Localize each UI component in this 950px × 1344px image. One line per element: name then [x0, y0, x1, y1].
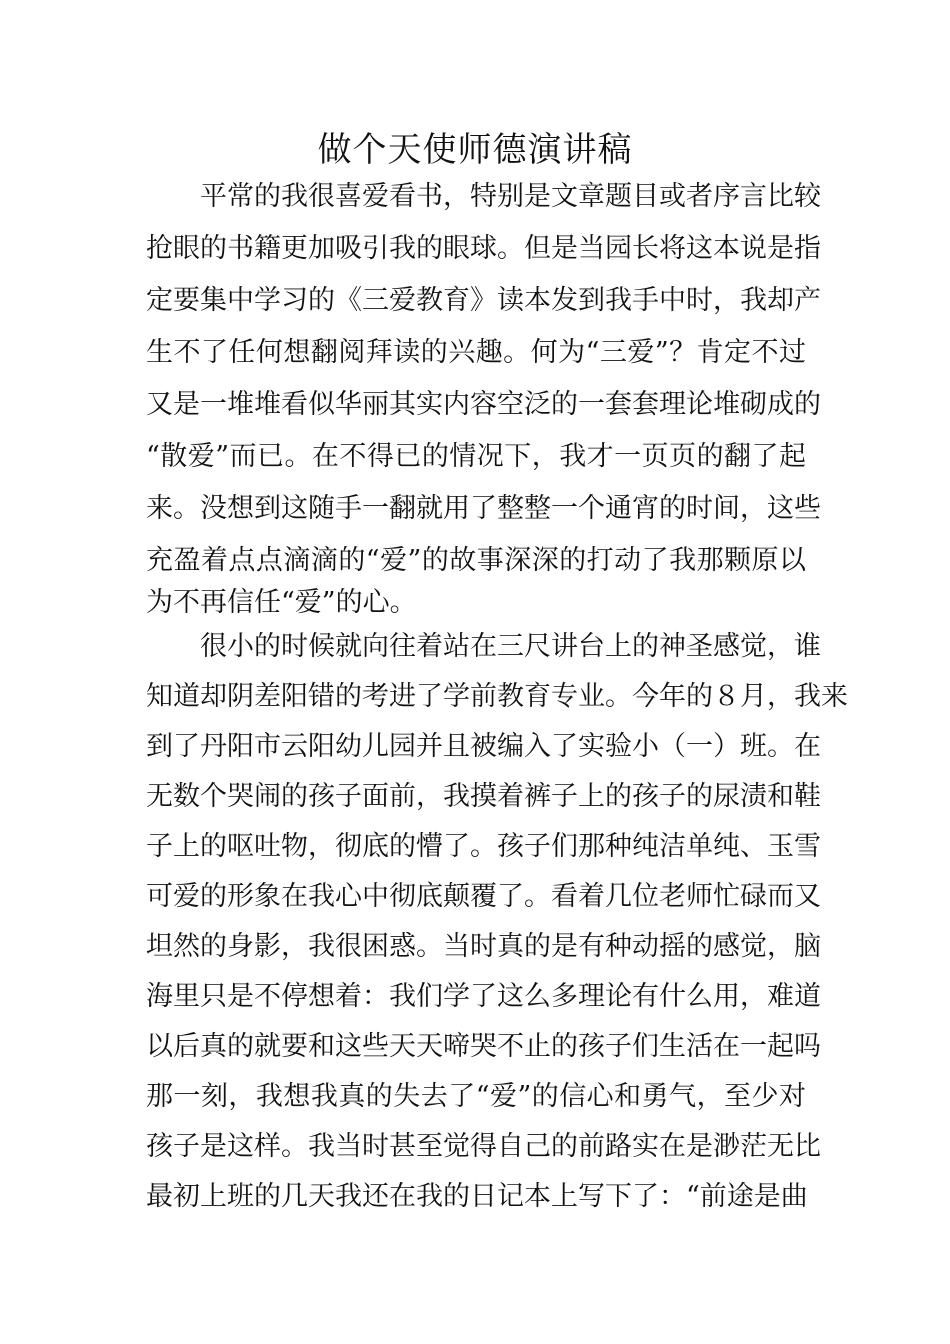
paragraph-line: 到了丹阳市云阳幼儿园并且被编入了实验小（一）班。在	[146, 731, 821, 762]
paragraph-line: 为不再信任“爱”的心。	[146, 587, 417, 618]
paragraph-line: 平常的我很喜爱看书，特别是文章题目或者序言比较	[200, 181, 821, 212]
paragraph-line: 无数个哭闹的孩子面前，我摸着裤子上的孩子的尿渍和鞋	[146, 781, 821, 812]
paragraph-line: 最初上班的几天我还在我的日记本上写下了：“前途是曲	[146, 1181, 808, 1212]
paragraph-line: 定要集中学习的《三爱教育》读本发到我手中时，我却产	[146, 285, 821, 316]
paragraph-line: 抢眼的书籍更加吸引我的眼球。但是当园长将这本说是指	[146, 233, 821, 264]
paragraph-line: 子上的呕吐物，彻底的懵了。孩子们那种纯洁单纯、玉雪	[146, 831, 821, 862]
paragraph-line: 可爱的形象在我心中彻底颠覆了。看着几位老师忙碌而又	[146, 881, 821, 912]
paragraph-line: 以后真的就要和这些天天啼哭不止的孩子们生活在一起吗	[146, 1031, 821, 1062]
page-title: 做个天使师德演讲稿	[317, 130, 633, 170]
paragraph-line: 很小的时候就向往着站在三尺讲台上的神圣感觉，谁	[200, 631, 821, 662]
paragraph-line: 生不了任何想翻阅拜读的兴趣。何为“三爱”？肯定不过	[146, 337, 806, 368]
paragraph-line: 海里只是不停想着：我们学了这么多理论有什么用，难道	[146, 981, 821, 1012]
paragraph-line: 坦然的身影，我很困惑。当时真的是有种动摇的感觉，脑	[146, 931, 821, 962]
paragraph-line: 孩子是这样。我当时甚至觉得自己的前路实在是渺茫无比	[146, 1131, 821, 1162]
paragraph-line: 来。没想到这随手一翻就用了整整一个通宵的时间，这些	[146, 493, 821, 524]
paragraph-line: “散爱”而已。在不得已的情况下，我才一页页的翻了起	[146, 441, 806, 472]
paragraph-line: 那一刻，我想我真的失去了“爱”的信心和勇气，至少对	[146, 1081, 806, 1112]
paragraph-line: 知道却阴差阳错的考进了学前教育专业。今年的８月，我来	[146, 681, 848, 712]
paragraph-line: 又是一堆堆看似华丽其实内容空泛的一套套理论堆砌成的	[146, 389, 821, 420]
paragraph-line: 充盈着点点滴滴的“爱”的故事深深的打动了我那颗原以	[146, 545, 806, 576]
